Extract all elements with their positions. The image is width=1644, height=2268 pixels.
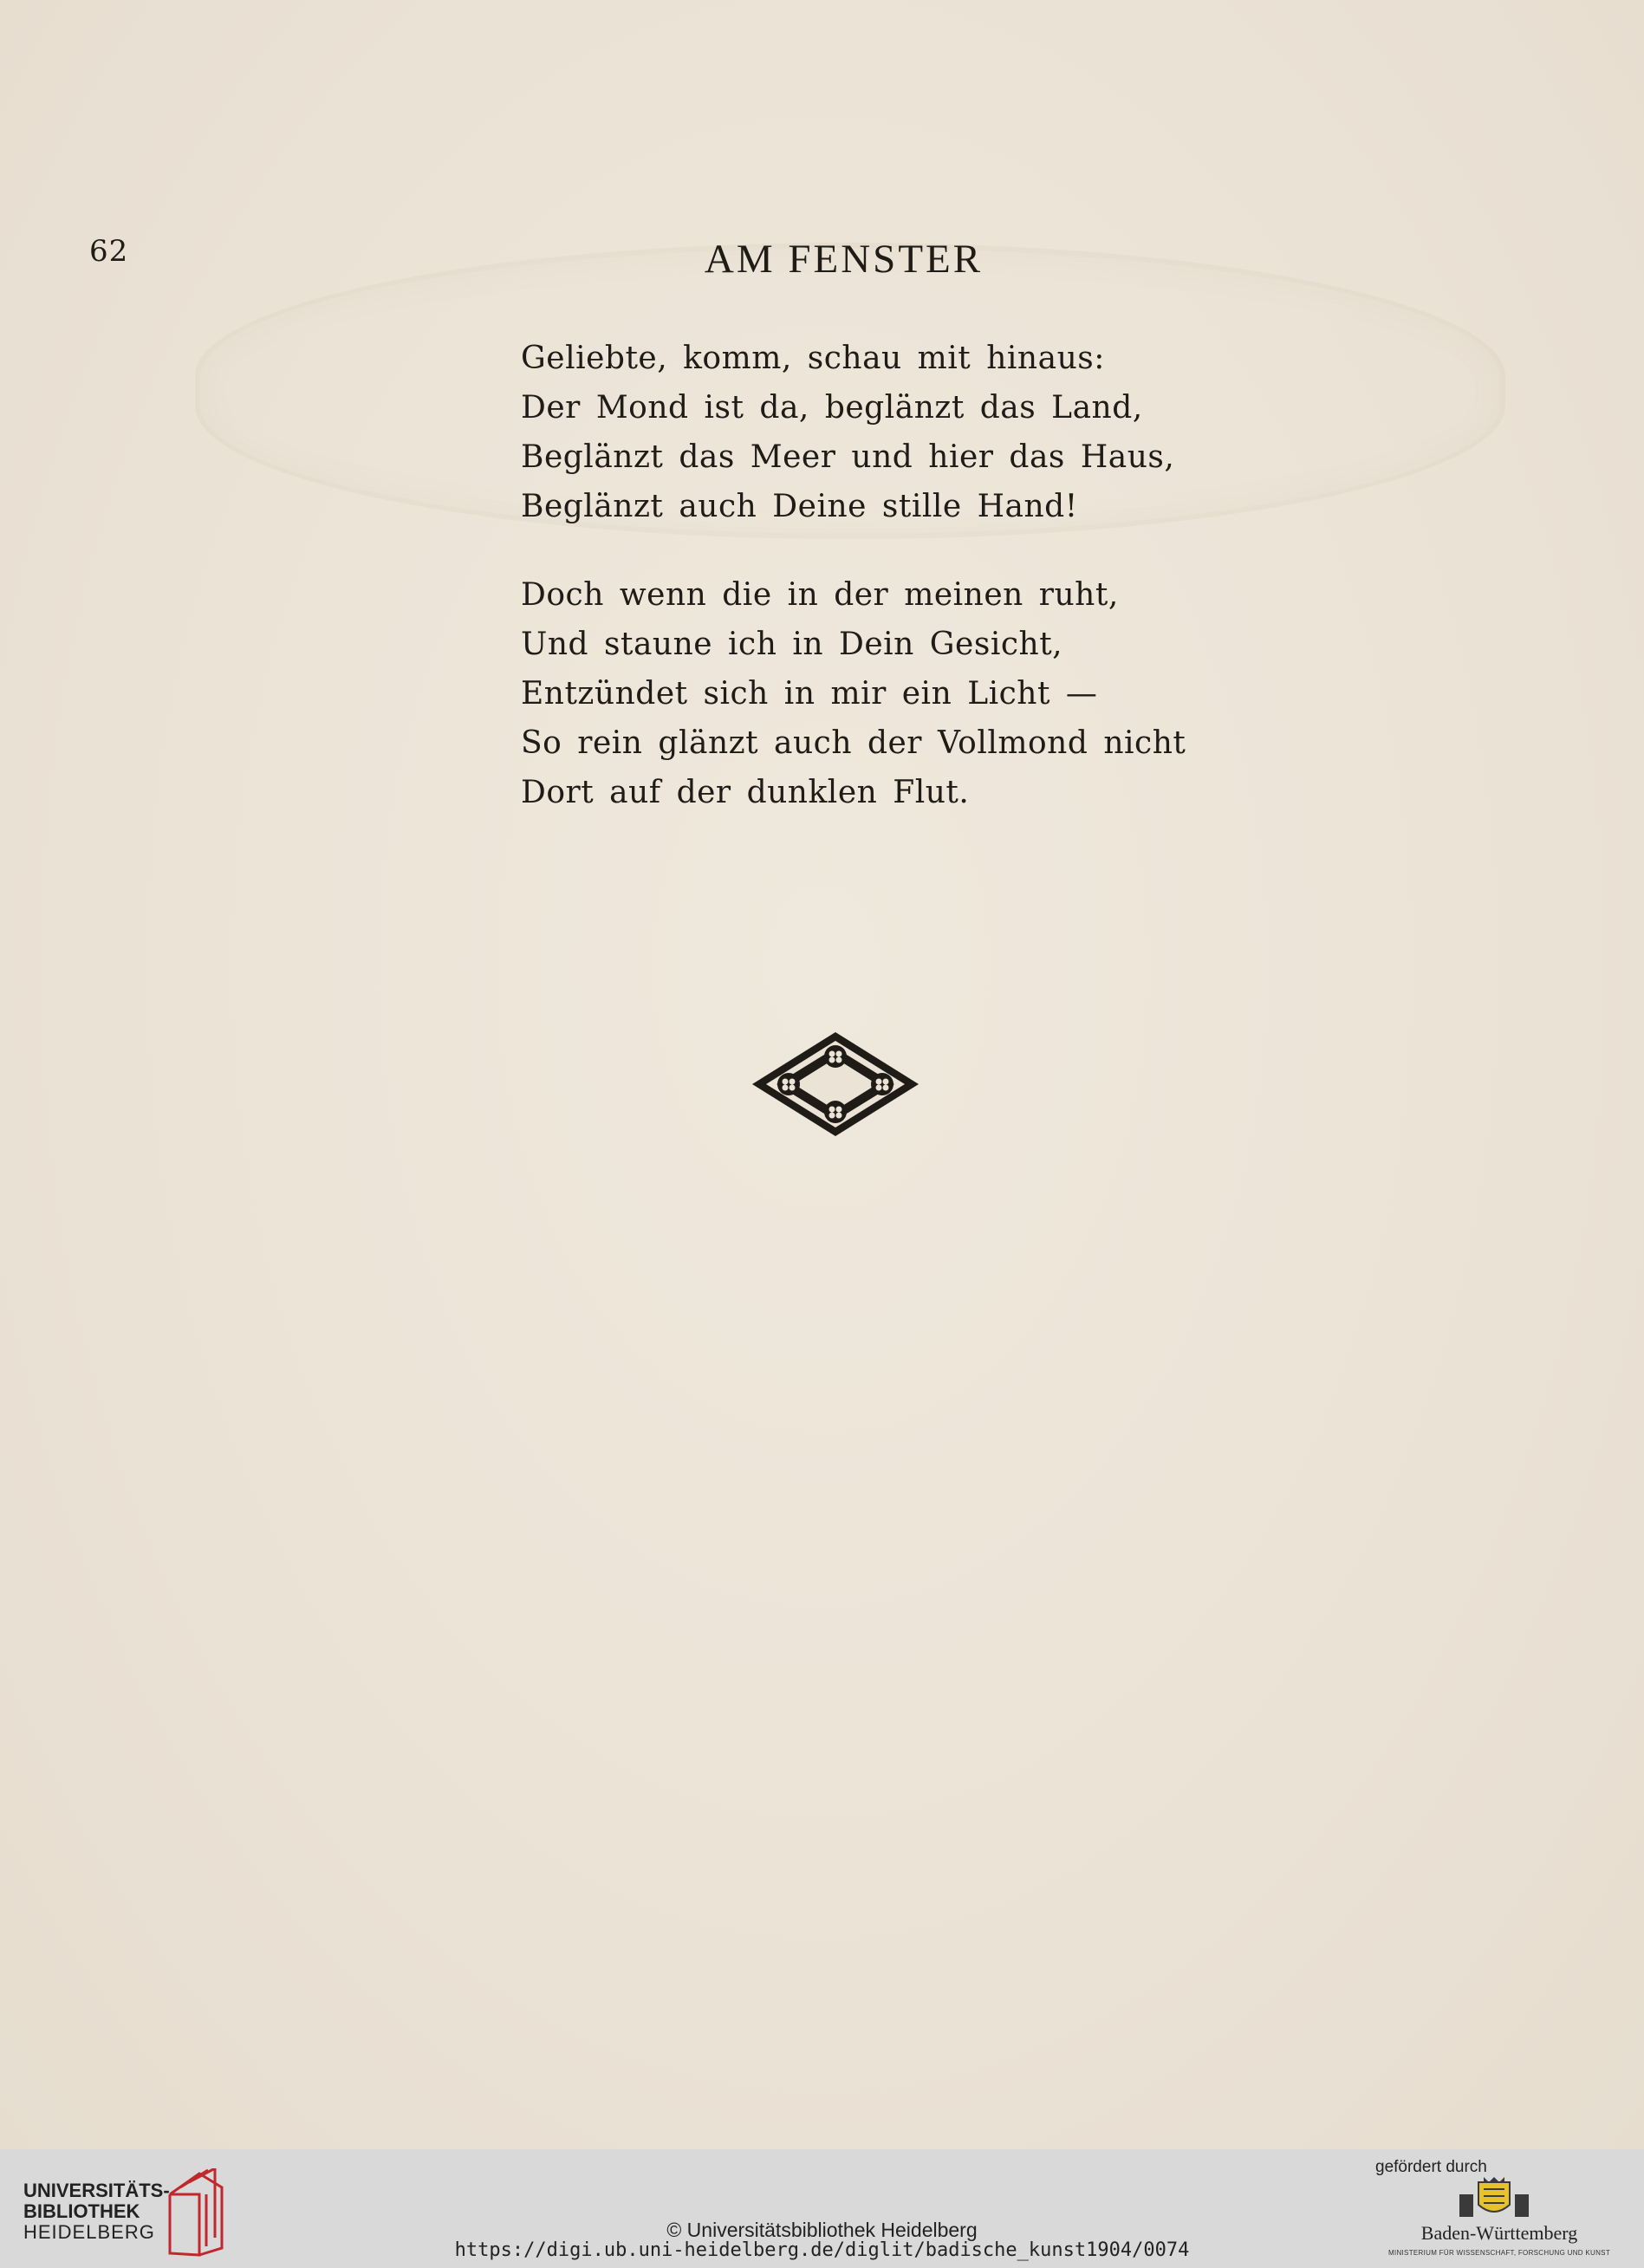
diamond-ornament-icon (751, 1030, 920, 1138)
permalink-url[interactable]: https://digi.ub.uni-heidelberg.de/diglit/badische_kunst1904/0074 (454, 2239, 1190, 2261)
stanza-1 (521, 334, 1174, 531)
stanza-2 (521, 570, 1186, 817)
library-name-line: HEIDELBERG (23, 2221, 155, 2243)
ministry-name: MINISTERIUM FÜR WISSENSCHAFT, FORSCHUNG UND KUNST (1387, 2249, 1611, 2257)
verse-line: Dort auf der dunklen Flut. (521, 775, 970, 810)
verse-line: Beglänzt das Meer und hier das Haus, (521, 439, 1175, 475)
coat-of-arms-icon (1458, 2175, 1530, 2220)
verse-line: Der Mond ist da, beglänzt das Land, (521, 390, 1143, 426)
state-name: Baden-Württemberg (1420, 2222, 1578, 2244)
library-name-line: UNIVERSITÄTS- (23, 2180, 170, 2201)
verse-line: Doch wenn die in der meinen ruht, (521, 577, 1119, 613)
copyright-notice: © Universitätsbibliothek Heidelberg (666, 2219, 978, 2241)
library-name-line: BIBLIOTHEK (23, 2200, 140, 2222)
page-number: 62 (89, 234, 129, 269)
footer-bar (0, 2149, 1644, 2268)
verse-line: Und staune ich in Dein Gesicht, (521, 627, 1063, 662)
verse-line: Entzündet sich in mir ein Licht — (521, 676, 1098, 712)
funded-by-label: gefördert durch (1375, 2158, 1487, 2176)
poem-title: AM FENSTER (704, 237, 984, 282)
verse-line: Beglänzt auch Deine stille Hand! (521, 489, 1078, 524)
verse-line: Geliebte, komm, schau mit hinaus: (521, 341, 1105, 376)
verse-line: So rein glänzt auch der Vollmond nicht (521, 725, 1186, 761)
